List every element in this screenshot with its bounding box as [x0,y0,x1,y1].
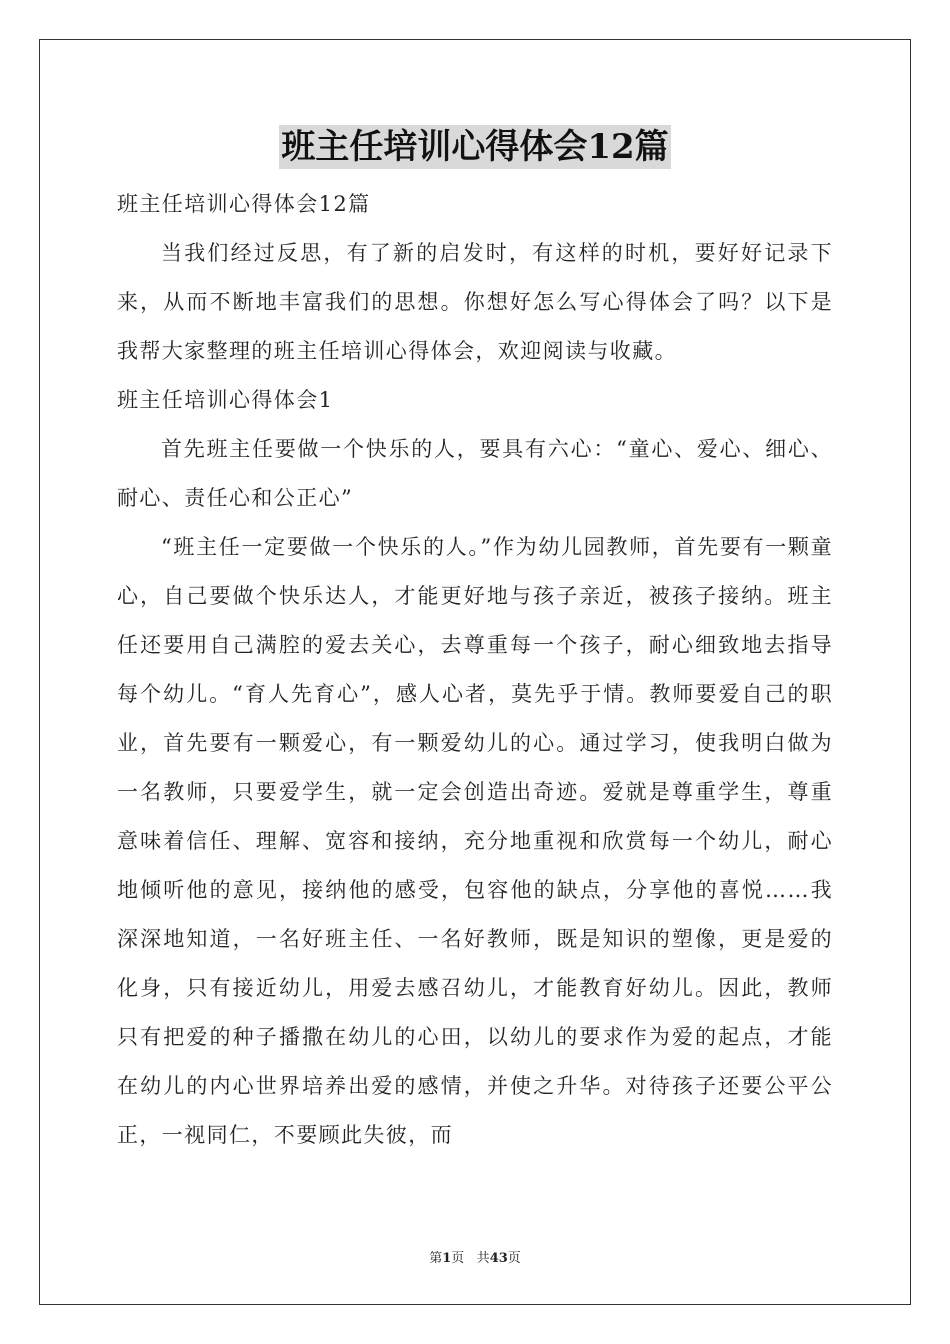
footer-page-total: 43 [489,1251,508,1266]
paragraph-intro: 当我们经过反思，有了新的启发时，有这样的时机，要好好记录下来，从而不断地丰富我们的思想。你想好怎么写心得体会了吗？以下是我帮大家整理的班主任培训心得体会，欢迎阅读与收藏。 [117,241,833,363]
section-heading: 班主任培训心得体会1 [117,388,334,412]
title-container [0,125,950,169]
paragraph-six-hearts: 首先班主任要做一个快乐的人，要具有六心：“童心、爱心、细心、耐心、责任心和公正心” [117,437,833,510]
footer-total-prefix: 共 [476,1251,490,1266]
paragraph-subtitle: 班主任培训心得体会12篇 [117,192,371,216]
footer-page-prefix: 第 [429,1251,443,1266]
footer-page-current: 1 [442,1251,452,1266]
page-footer [0,1247,950,1266]
footer-page-suffix: 页 [451,1251,465,1266]
footer-total-suffix: 页 [507,1251,521,1266]
paragraph-main: “班主任一定要做一个快乐的人。”作为幼儿园教师，首先要有一颗童心，自己要做个快乐达人，才能更好地与孩子亲近，被孩子接纳。班主任还要用自己满腔的爱去关心，去尊重每一个孩子，耐心细致地去指导每个幼儿。“育人先育心”，感人心者，莫先乎于情。教师要爱自己的职业，首先要有一颗爱心，有一颗爱幼儿的心。通过学习，使我明白做为一名教师，只要爱学生，就一定会创造出奇迹。爱就是尊重学生，尊重意味着信任、理解、宽容和接纳，充分地重视和欣赏每一个幼儿，耐心地倾听他的意见，接纳他的感受，包容他的缺点，分享他的喜悦……我深深地知道，一名好班主任、一名好教师，既是知识的塑像，更是爱的化身，只有接近幼儿，用爱去感召幼儿，才能教育好幼儿。因此，教师只有把爱的种子播撒在幼儿的心田，以幼儿的要求作为爱的起点，才能在幼儿的内心世界培养出爱的感情，并使之升华。对待孩子还要公平公正，一视同仁，不要顾此失彼，而 [117,535,833,1147]
document-title: 班主任培训心得体会12篇 [281,127,669,167]
document-body [117,180,833,1160]
